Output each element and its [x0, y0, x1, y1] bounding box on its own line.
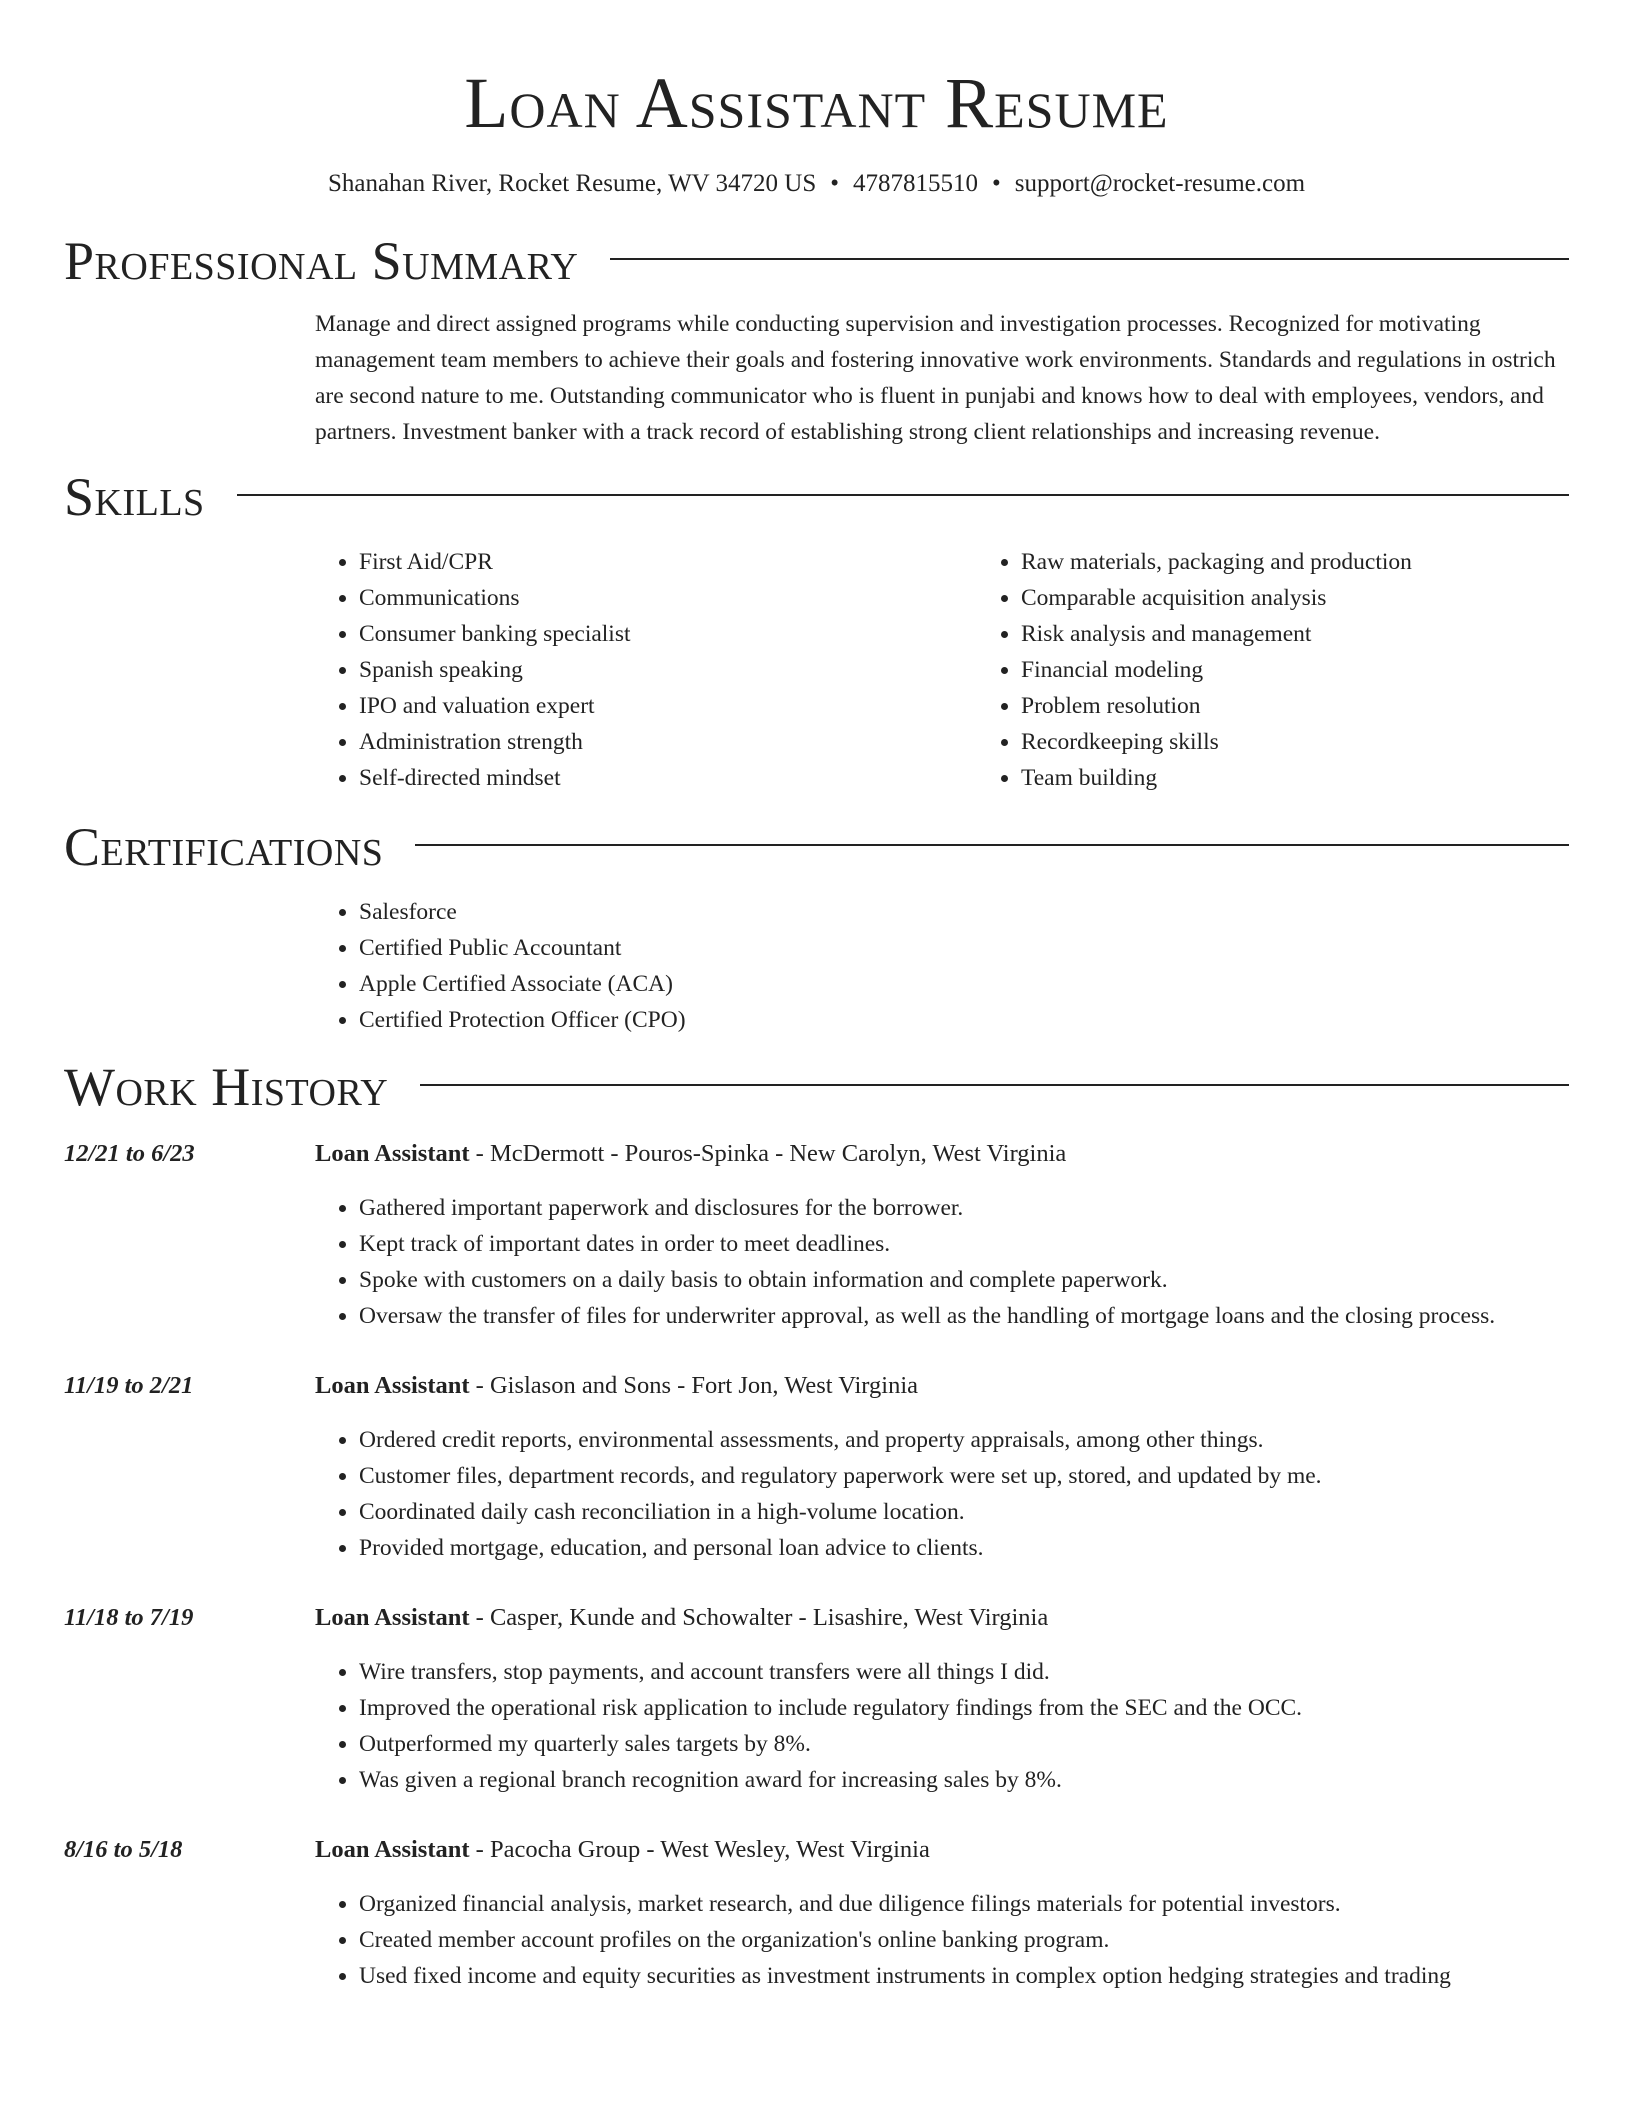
job-details: - Pacocha Group - West Wesley, West Virginia: [469, 1836, 930, 1863]
job-bullet: • Gathered important paperwork and disclosures for the borrower.: [359, 1190, 1569, 1226]
section-divider: [610, 258, 1569, 260]
job-bullet: • Improved the operational risk application to include regulatory findings from the SEC and the OCC.: [359, 1690, 1569, 1726]
skill-item: • Comparable acquisition analysis: [1021, 580, 1632, 616]
skills-heading-row: [64, 466, 1569, 528]
certification-item: • Certified Public Accountant: [359, 930, 1569, 966]
job-heading: [315, 1368, 918, 1404]
job-bullets: [315, 1422, 1569, 1566]
job-title: Loan Assistant: [315, 1836, 470, 1863]
skill-item: • Consumer banking specialist: [359, 616, 977, 652]
job-entry: [64, 1832, 1569, 1994]
skill-item: • First Aid/CPR: [359, 544, 977, 580]
summary-section: [64, 230, 1569, 450]
job-header: [64, 1136, 1569, 1172]
contact-separator: •: [992, 170, 1001, 197]
skill-item: • Raw materials, packaging and production: [1021, 544, 1632, 580]
job-bullet: • Spoke with customers on a daily basis to obtain information and complete paperwork.: [359, 1262, 1569, 1298]
job-dates: 8/16 to 5/18: [64, 1836, 183, 1863]
job-details: - Gislason and Sons - Fort Jon, West Virginia: [469, 1372, 918, 1399]
section-divider: [237, 494, 1569, 496]
job-header: [64, 1600, 1569, 1636]
job-title: Loan Assistant: [315, 1372, 470, 1399]
skills-list-right: [977, 544, 1632, 796]
skill-item: • Recordkeeping skills: [1021, 724, 1632, 760]
job-bullet: • Wire transfers, stop payments, and account transfers were all things I did.: [359, 1654, 1569, 1690]
job-bullet: • Organized financial analysis, market research, and due diligence filings materials for potential investors.: [359, 1886, 1569, 1922]
job-bullet: • Oversaw the transfer of files for underwriter approval, as well as the handling of mortgage loans and the closing process.: [359, 1298, 1569, 1334]
summary-text: Manage and direct assigned programs while conducting supervision and investigation processes. Recognized for motivating management team members to achieve their goals and fostering innovative work environments. Standards and regulations in ostrich are second nature to me. Outstanding communicator who is fluent in punjabi and knows how to deal with employees, vendors, and partners. Investment banker with a track record of establishing strong client relationships and increasing revenue.: [315, 311, 1556, 445]
job-heading: [315, 1600, 1048, 1636]
contact-phone[interactable]: 4787815510: [853, 170, 978, 197]
job-entry: [64, 1600, 1569, 1798]
skill-item: • Financial modeling: [1021, 652, 1632, 688]
certifications-list: [315, 894, 1569, 1038]
job-bullets: [315, 1886, 1569, 1994]
skills-grid: [315, 544, 1569, 796]
job-bullet: • Coordinated daily cash reconciliation in a high-volume location.: [359, 1494, 1569, 1530]
certifications-heading-row: [64, 816, 1569, 878]
job-bullets: [315, 1654, 1569, 1798]
job-bullet: • Was given a regional branch recognition award for increasing sales by 8%.: [359, 1762, 1569, 1798]
resume-title: Loan Assistant Resume: [464, 63, 1169, 143]
skills-list-left: [315, 544, 977, 796]
skill-item: • IPO and valuation expert: [359, 688, 977, 724]
skill-item: • Risk analysis and management: [1021, 616, 1632, 652]
summary-heading: Professional Summary: [64, 231, 579, 291]
section-divider: [420, 1084, 1569, 1086]
job-entry: [64, 1368, 1569, 1566]
skills-heading: Skills: [64, 467, 205, 527]
job-entry: [64, 1136, 1569, 1334]
certifications-heading: Certifications: [64, 817, 384, 877]
job-bullet: • Customer files, department records, and regulatory paperwork were set up, stored, and updated by me.: [359, 1458, 1569, 1494]
skill-item: • Team building: [1021, 760, 1632, 796]
work-history-section: [64, 1056, 1569, 1994]
contact-line: [64, 168, 1569, 200]
certifications-section: [64, 816, 1569, 1038]
skill-item: • Self-directed mindset: [359, 760, 977, 796]
skill-item: • Communications: [359, 580, 977, 616]
job-bullets: [315, 1190, 1569, 1334]
job-dates: 11/19 to 2/21: [64, 1372, 194, 1399]
job-bullet: • Kept track of important dates in order to meet deadlines.: [359, 1226, 1569, 1262]
job-heading: [315, 1136, 1066, 1172]
job-heading: [315, 1832, 930, 1868]
summary-heading-row: [64, 230, 1569, 292]
section-divider: [415, 844, 1569, 846]
job-bullet: • Used fixed income and equity securities as investment instruments in complex option hedging strategies and trading: [359, 1958, 1569, 1994]
job-bullet: • Provided mortgage, education, and personal loan advice to clients.: [359, 1530, 1569, 1566]
skill-item: • Problem resolution: [1021, 688, 1632, 724]
skills-section: [64, 466, 1569, 796]
contact-address: Shanahan River, Rocket Resume, WV 34720 US: [327, 170, 817, 197]
job-details: - McDermott - Pouros-Spinka - New Carolyn, West Virginia: [469, 1140, 1067, 1167]
job-bullet: • Outperformed my quarterly sales targets by 8%.: [359, 1726, 1569, 1762]
skill-item: • Spanish speaking: [359, 652, 977, 688]
job-title: Loan Assistant: [315, 1140, 470, 1167]
job-title: Loan Assistant: [315, 1604, 470, 1631]
summary-body: [315, 306, 1569, 450]
job-header: [64, 1368, 1569, 1404]
job-dates: 12/21 to 6/23: [64, 1140, 195, 1167]
job-header: [64, 1832, 1569, 1868]
skill-item: • Administration strength: [359, 724, 977, 760]
job-dates: 11/18 to 7/19: [64, 1604, 194, 1631]
certification-item: • Apple Certified Associate (ACA): [359, 966, 1569, 1002]
job-bullet: • Created member account profiles on the organization's online banking program.: [359, 1922, 1569, 1958]
certification-item: • Certified Protection Officer (CPO): [359, 1002, 1569, 1038]
certification-item: • Salesforce: [359, 894, 1569, 930]
job-bullet: • Ordered credit reports, environmental assessments, and property appraisals, among other things.: [359, 1422, 1569, 1458]
contact-email[interactable]: support@rocket-resume.com: [1014, 170, 1306, 197]
contact-separator: •: [830, 170, 839, 197]
work-history-heading-row: [64, 1056, 1569, 1118]
job-details: - Casper, Kunde and Schowalter - Lisashire, West Virginia: [469, 1604, 1049, 1631]
work-history-heading: Work History: [64, 1057, 389, 1117]
certifications-body: [315, 894, 1569, 1038]
